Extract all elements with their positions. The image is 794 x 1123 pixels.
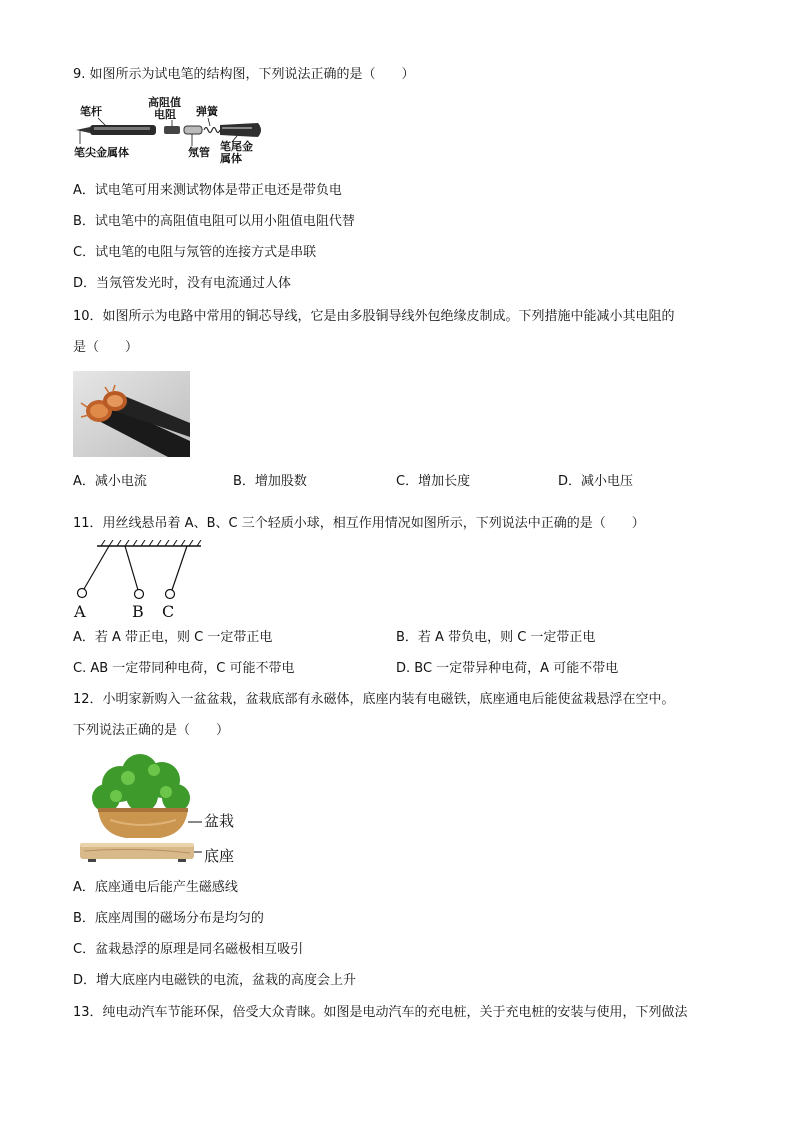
q12-option-c: C．盆栽悬浮的原理是同名磁极相互吸引 [73, 942, 304, 957]
label-tip-metal: 笔尖金属体 [74, 146, 129, 159]
q9-option-a: A．试电笔可用来测试物体是带正电还是带负电 [73, 183, 342, 198]
q10-option-c: C．增加长度 [396, 474, 471, 489]
ball-b [135, 590, 144, 599]
q12-stem-line1: 12．小明家新购入一盆盆栽，盆栽底部有永磁体，底座内装有电磁铁，底座通电后能使盆栽悬浮在空中。 [73, 692, 675, 707]
q11-option-d: D. BC 一定带异种电荷，A 可能不带电 [396, 661, 619, 676]
copper-wire-image [73, 371, 190, 457]
q10-option-b: B．增加股数 [233, 474, 307, 489]
q12-option-d: D．增大底座内电磁铁的电流，盆栽的高度会上升 [73, 973, 357, 988]
label-base: 底座 [204, 847, 235, 865]
q11-option-b: B．若 A 带负电，则 C 一定带正电 [396, 630, 596, 645]
q10-stem-line1: 10．如图所示为电路中常用的铜芯导线，它是由多股铜导线外包绝缘皮制成。下列措施中能减小其电阻的 [73, 309, 675, 324]
q10-option-a: A．减小电流 [73, 474, 147, 489]
copper-wire-photo [73, 371, 190, 457]
label-neon-tube: 氖管 [188, 146, 210, 159]
label-tail-line2: 属体 [220, 152, 242, 165]
ball-label-b: B [132, 602, 144, 621]
q9-option-d: D．当氖管发光时，没有电流通过人体 [73, 276, 292, 291]
q12-option-a: A．底座通电后能产生磁感线 [73, 880, 238, 895]
label-resistor-line2: 电阻 [154, 108, 176, 121]
q12-stem-line2: 下列说法正确的是（ ） [73, 723, 230, 738]
ball-a [78, 589, 87, 598]
q9-option-c: C．试电笔的电阻与氖管的连接方式是串联 [73, 245, 317, 260]
levitating-plant-figure [76, 750, 246, 865]
q11-option-a: A．若 A 带正电，则 C 一定带正电 [73, 630, 273, 645]
test-pen-figure [72, 96, 268, 168]
q9-option-b: B．试电笔中的高阻值电阻可以用小阻值电阻代替 [73, 214, 355, 229]
q13-stem-line1: 13．纯电动汽车节能环保，倍受大众青睐。如图是电动汽车的充电桩，关于充电桩的安装与使用，下列做法 [73, 1005, 688, 1020]
q11-stem: 11．用丝线悬吊着 A、B、C 三个轻质小球，相互作用情况如图所示，下列说法中正确的是（ ） [73, 516, 645, 531]
label-pot: 盆栽 [204, 812, 235, 830]
label-spring: 弹簧 [196, 105, 218, 118]
label-pen-rod: 笔杆 [80, 105, 102, 118]
q12-option-b: B．底座周围的磁场分布是均匀的 [73, 911, 264, 926]
ball-label-c: C [162, 602, 175, 621]
q10-stem-line2: 是（ ） [73, 340, 139, 355]
ball-label-a: A [74, 602, 86, 621]
q9-stem: 9. 如图所示为试电笔的结构图，下列说法正确的是（ ） [73, 67, 415, 82]
ball-c [166, 590, 175, 599]
suspended-balls-figure [73, 540, 205, 622]
q10-option-d: D．减小电压 [558, 474, 634, 489]
label-resistor-line1: 高阻值 [148, 96, 181, 109]
q11-option-c: C. AB 一定带同种电荷，C 可能不带电 [73, 661, 295, 676]
label-tail-line1: 笔尾金 [220, 140, 253, 153]
